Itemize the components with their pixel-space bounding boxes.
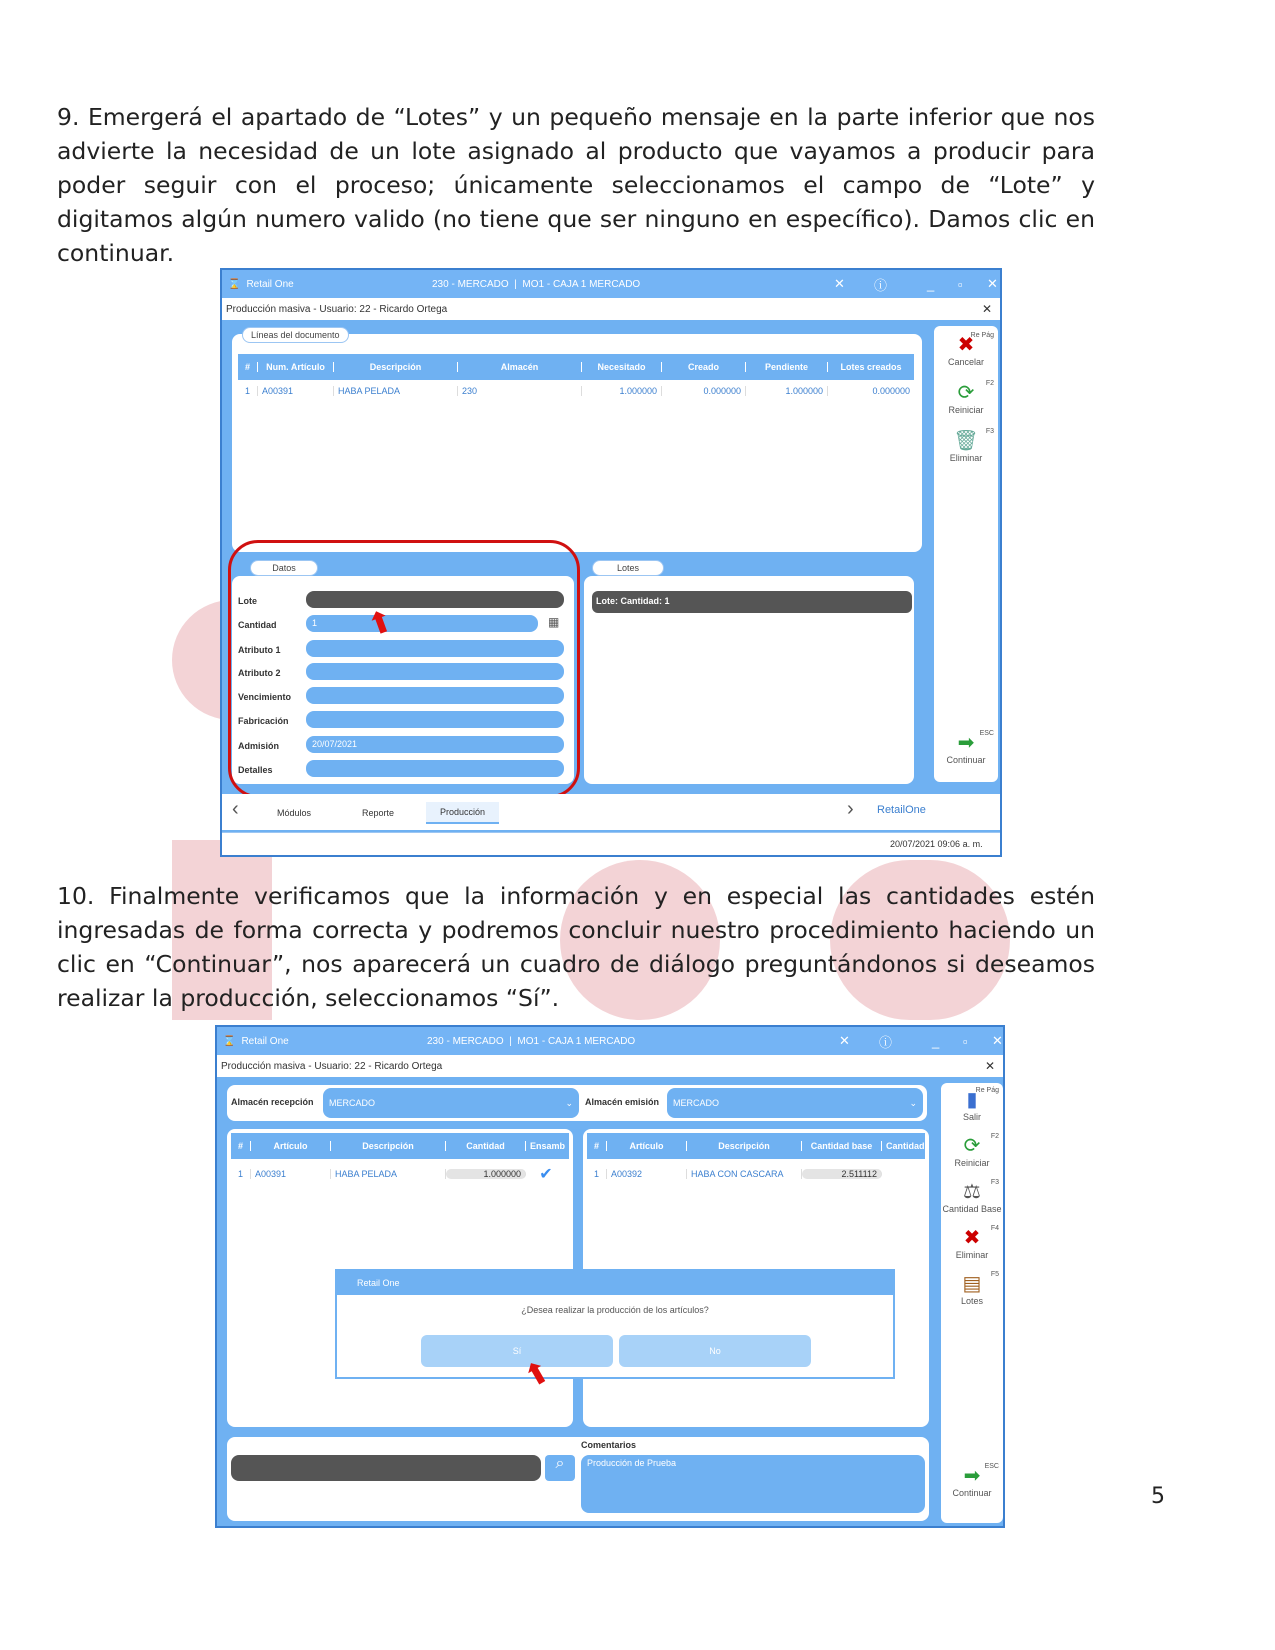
- boxes-icon: ▤: [962, 1273, 982, 1295]
- field-label: Cantidad: [238, 620, 277, 630]
- continue-button[interactable]: ➡ Continuar ESC: [941, 1463, 1003, 1498]
- base-quantity-button[interactable]: ⚖ Cantidad Base F3: [942, 1179, 1002, 1214]
- dialog-title: Retail One: [337, 1271, 893, 1295]
- tab-lineas[interactable]: Líneas del documento: [242, 327, 349, 343]
- highlight-circle: [228, 540, 580, 798]
- lines-table: [238, 354, 914, 402]
- store-label: 230 - MERCADO | MO1 - CAJA 1 MERCADO: [432, 278, 641, 290]
- datetime: 20/07/2021 09:06 a. m.: [890, 839, 983, 849]
- refresh-icon: ⟳: [963, 1135, 981, 1157]
- reset-button[interactable]: ⟳ Reiniciar F2: [941, 1133, 1003, 1168]
- minimize-icon[interactable]: _: [932, 1033, 940, 1049]
- screenshot-lotes: [220, 268, 1002, 857]
- field-label: Admisión: [238, 741, 280, 751]
- info-icon[interactable]: ⓘ: [874, 277, 888, 293]
- close-icon[interactable]: ✕: [984, 1059, 995, 1073]
- step-9-text: 9. Emergerá el apartado de “Lotes” y un pequeño mensaje en la parte inferior que nos advierte la necesidad de un lote asignado al producto que vayamos a producir para poder seguir con el proceso; únicamente seleccionamos el campo de “Lote” y digitamos algún numero valido (no tiene que ser ninguno en específico). Damos clic en continuar.: [57, 103, 1095, 267]
- cancel-icon: ✖: [957, 334, 975, 356]
- reset-button[interactable]: ⟳ Reiniciar F2: [934, 380, 998, 415]
- no-button[interactable]: No: [619, 1335, 811, 1367]
- continue-button[interactable]: ➡ Continuar ESC: [934, 730, 998, 765]
- field-label: Lote: [238, 596, 257, 606]
- lots-button[interactable]: ▤ Lotes F5: [941, 1271, 1003, 1306]
- dialog-message: ¿Desea realizar la producción de los artículos?: [521, 1305, 709, 1315]
- minimize-icon[interactable]: _: [927, 276, 935, 292]
- refresh-icon: ⟳: [957, 382, 975, 404]
- exit-button[interactable]: ▮ Salir Re Pág: [941, 1087, 1003, 1122]
- settings-icon[interactable]: ✕: [834, 276, 845, 291]
- trash-icon: 🗑: [953, 430, 979, 452]
- chevron-right-icon[interactable]: ›: [847, 798, 854, 820]
- bottom-nav: [222, 794, 1000, 830]
- arrow-right-icon: ➡: [957, 732, 975, 754]
- confirm-dialog: [335, 1269, 895, 1379]
- table-row[interactable]: 1 A00391 HABA PELADA 1.000000 ✔: [231, 1163, 569, 1185]
- table-header: # Num. Artículo Descripción Almacén Necesitado Creado Pendiente Lotes creados: [238, 354, 914, 380]
- app-title: Retail One: [246, 278, 294, 290]
- tab-datos[interactable]: Datos: [250, 560, 318, 576]
- comments-label: Comentarios: [581, 1440, 637, 1450]
- field-label: Vencimiento: [238, 692, 292, 702]
- scale-icon: ⚖: [963, 1181, 981, 1203]
- checkbox-checked-icon: ✔: [539, 1166, 553, 1183]
- table-row[interactable]: 1 A00392 HABA CON CASCARA 2.511112: [587, 1163, 925, 1185]
- subtitle-bar: Producción masiva - Usuario: 22 - Ricardo Ortega ✕: [217, 1055, 1003, 1077]
- subtitle-bar: Producción masiva - Usuario: 22 - Ricardo Ortega ✕: [222, 298, 1000, 320]
- tab-lotes[interactable]: Lotes: [592, 560, 664, 576]
- delete-button[interactable]: ✖ Eliminar F4: [941, 1225, 1003, 1260]
- comments-input[interactable]: Producción de Prueba: [581, 1455, 925, 1513]
- delete-icon: ✖: [963, 1227, 981, 1249]
- restore-icon[interactable]: ▫: [963, 1033, 968, 1049]
- red-arrow-icon: ⬆: [518, 1353, 557, 1396]
- step-10-text: 10. Finalmente verificamos que la información y en especial las cantidades estén ingresadas de forma correcta y podremos concluir nuestro procedimiento haciendo un clic en “Continuar”, nos aparecerá un cuadro de diálogo preguntándonos si deseamos realizar la producción, seleccionamos “Sí”.: [57, 882, 1095, 1012]
- search-input[interactable]: [231, 1455, 541, 1481]
- delete-button[interactable]: 🗑 Eliminar F3: [934, 428, 998, 463]
- title-bar: [217, 1027, 1003, 1055]
- comments-panel: [227, 1437, 929, 1521]
- field-label: Detalles: [238, 765, 273, 775]
- title-bar: [222, 270, 1000, 298]
- tab-produccion[interactable]: Producción: [426, 802, 499, 824]
- restore-icon[interactable]: ▫: [958, 276, 963, 292]
- search-icon[interactable]: ⌕: [545, 1455, 575, 1481]
- app-logo-icon: ⌛: [223, 1035, 236, 1047]
- tab-modulos[interactable]: Módulos: [277, 808, 312, 818]
- close-icon[interactable]: ✕: [987, 276, 998, 291]
- cantidad-input[interactable]: 1: [306, 615, 538, 632]
- field-label: Fabricación: [238, 716, 289, 726]
- lines-panel: [232, 334, 922, 552]
- brand-logo: RetailOne: [877, 804, 926, 816]
- close-icon[interactable]: ✕: [981, 302, 992, 316]
- lotes-header: Lote: Cantidad: 1: [592, 591, 912, 613]
- red-arrow-icon: ⬆: [363, 603, 399, 644]
- side-toolbar: [934, 326, 998, 782]
- exit-icon: ▮: [966, 1089, 978, 1111]
- almacen-emision-select[interactable]: MERCADO ⌄: [667, 1088, 923, 1118]
- arrow-right-icon: ➡: [963, 1465, 981, 1487]
- settings-icon[interactable]: ✕: [839, 1033, 850, 1048]
- table-header: # Artículo Descripción Cantidad Ensamb: [231, 1133, 569, 1159]
- page-number: 5: [1151, 1484, 1165, 1509]
- tab-reporte[interactable]: Reporte: [362, 808, 395, 818]
- info-icon[interactable]: ⓘ: [879, 1034, 893, 1050]
- chevron-left-icon[interactable]: ‹: [232, 798, 239, 820]
- yes-button[interactable]: Sí: [421, 1335, 613, 1367]
- warehouse-panel: Almacén recepción MERCADO ⌄ Almacén emisión MERCADO ⌄: [227, 1085, 927, 1121]
- status-bar: [222, 832, 1000, 855]
- store-label: 230 - MERCADO | MO1 - CAJA 1 MERCADO: [427, 1035, 636, 1047]
- admision-input[interactable]: 20/07/2021: [306, 736, 564, 753]
- table-header: # Artículo Descripción Cantidad base Cantidad: [587, 1133, 925, 1159]
- close-icon[interactable]: ✕: [992, 1033, 1003, 1048]
- almacen-recepcion-select[interactable]: MERCADO ⌄: [323, 1088, 579, 1118]
- field-label: Atributo 1: [238, 645, 281, 655]
- side-toolbar: [941, 1083, 1003, 1523]
- app-title: Retail One: [241, 1035, 289, 1047]
- calculator-icon[interactable]: ▦: [548, 615, 560, 629]
- table-row[interactable]: 1 A00391 HABA PELADA 230 1.000000 0.000000 1.000000 0.000000: [238, 380, 914, 402]
- cancel-button[interactable]: ✖ Cancelar Re Pág: [934, 332, 998, 367]
- screenshot-confirm: [215, 1025, 1005, 1528]
- app-logo-icon: ⌛: [228, 278, 241, 290]
- field-label: Atributo 2: [238, 668, 281, 678]
